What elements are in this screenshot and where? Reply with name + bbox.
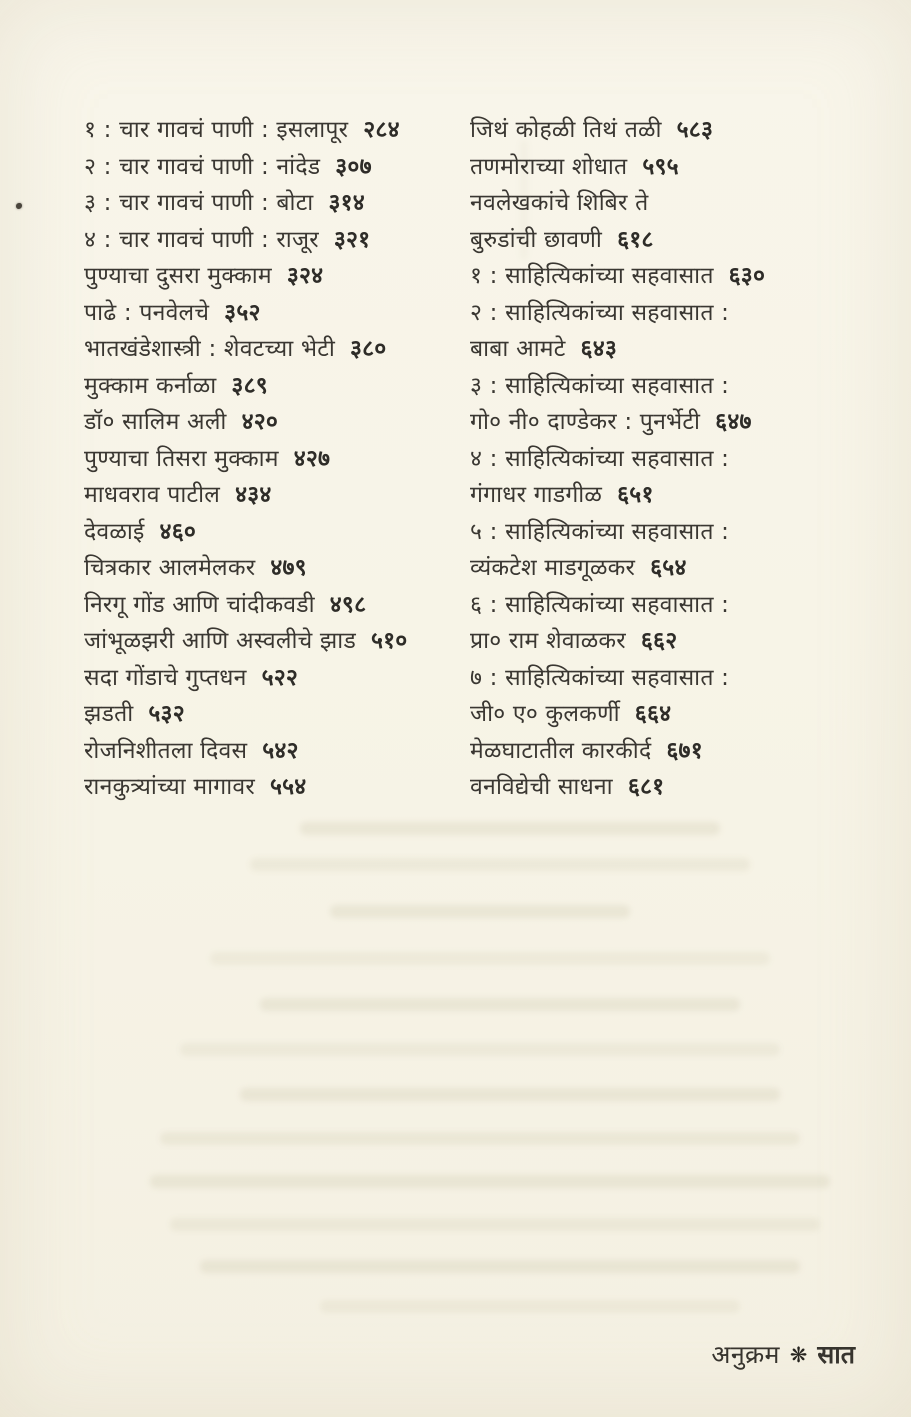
toc-entry-title: रानकुत्र्यांच्या मागावर: [84, 774, 255, 800]
toc-entry-title: तणमोराच्या शोधात: [470, 153, 628, 180]
toc-entry-title: मेळघाटातील कारकीर्द: [470, 737, 652, 764]
toc-entry-page-number: ४३४: [235, 482, 272, 508]
toc-entry: [470, 733, 874, 770]
toc-entry-page-number: ६६२: [640, 628, 678, 654]
toc-entry-title: प्रा० राम शेवाळकर: [470, 628, 626, 654]
toc-entry-page-number: ५३२: [148, 701, 185, 727]
toc-entry-page-number: ४६०: [159, 518, 197, 545]
toc-entry: [84, 587, 470, 624]
toc-entry: [84, 660, 470, 697]
toc-entry-page-number: ५१०: [370, 628, 408, 654]
toc-entry-title: पुण्याचा दुसरा मुक्काम: [84, 263, 272, 289]
toc-right-column: [470, 112, 874, 806]
toc-entry: [470, 514, 874, 551]
toc-entry-title: ७ : साहित्यिकांच्या सहवासात :: [470, 664, 730, 691]
toc-entry-title: सदा गोंडाचे गुप्तधन: [84, 664, 247, 691]
toc-entry: [470, 258, 874, 295]
toc-entry-page-number: ५२२: [261, 664, 299, 691]
toc-entry: [84, 331, 470, 368]
footer-page-number-word: सात: [817, 1340, 855, 1369]
toc-entry-title: गो० नी० दाण्डेकर : पुनर्भेटी: [470, 409, 701, 435]
toc-entry-title: १ : साहित्यिकांच्या सहवासात: [470, 263, 714, 289]
toc-entry-title: निरगू गोंड आणि चांदीकवडी: [84, 591, 315, 618]
toc-entry-page-number: ३५२: [224, 299, 261, 326]
toc-entry: [470, 185, 874, 222]
toc-entry-title: १ : चार गावचं पाणी : इसलापूर: [84, 117, 349, 143]
toc-entry: [84, 623, 470, 660]
toc-entry: [84, 112, 470, 149]
toc-entry-page-number: ४२७: [293, 445, 331, 472]
toc-entry-title: २ : चार गावचं पाणी : नांदेड: [84, 153, 321, 180]
toc-entry: [84, 477, 470, 514]
toc-entry: [84, 222, 470, 259]
toc-entry-page-number: ३१४: [328, 190, 365, 216]
toc-entry-title: २ : साहित्यिकांच्या सहवासात :: [470, 299, 730, 326]
toc-left-column: [84, 112, 470, 806]
toc-entry-title: बुरुडांची छावणी: [470, 226, 603, 253]
toc-entry: [470, 295, 874, 332]
toc-entry-page-number: ५४२: [262, 737, 299, 764]
page-footer: [711, 1338, 855, 1373]
toc-entry: [84, 295, 470, 332]
toc-entry: [470, 587, 874, 624]
toc-entry-title: ६ : साहित्यिकांच्या सहवासात :: [470, 591, 730, 618]
table-of-contents: [84, 112, 874, 806]
toc-entry: [84, 441, 470, 478]
toc-entry: [84, 733, 470, 770]
toc-entry: [84, 514, 470, 551]
toc-entry: [470, 441, 874, 478]
toc-entry-title: बाबा आमटे: [470, 336, 566, 362]
toc-entry-page-number: ४२०: [241, 409, 279, 435]
toc-entry: [470, 404, 874, 441]
toc-entry-page-number: ५९५: [642, 153, 679, 180]
toc-entry-page-number: ४७९: [270, 555, 307, 581]
toc-entry: [470, 477, 874, 514]
ink-speck: [16, 203, 22, 209]
toc-entry: [470, 623, 874, 660]
toc-entry-title: ५ : साहित्यिकांच्या सहवासात :: [470, 518, 730, 545]
toc-entry-title: पुण्याचा तिसरा मुक्काम: [84, 445, 279, 472]
toc-entry: [84, 368, 470, 405]
toc-entry-title: रोजनिशीतला दिवस: [84, 737, 248, 764]
toc-entry-title: जांभूळझरी आणि अस्वलीचे झाड: [84, 628, 356, 654]
toc-entry: [470, 112, 874, 149]
toc-entry-page-number: ६३०: [728, 263, 766, 289]
toc-entry-page-number: ३२४: [286, 263, 324, 289]
toc-entry-title: व्यंकटेश माडगूळकर: [470, 555, 636, 581]
flower-ornament-icon: ❋: [789, 1343, 808, 1367]
toc-entry-title: जी० ए० कुलकर्णी: [470, 701, 620, 727]
toc-entry-title: वनविद्येची साधना: [470, 774, 613, 800]
toc-entry: [470, 769, 874, 806]
toc-entry: [470, 368, 874, 405]
toc-entry-page-number: ५८३: [676, 117, 714, 143]
toc-entry: [84, 185, 470, 222]
toc-entry-title: ३ : साहित्यिकांच्या सहवासात :: [470, 372, 730, 399]
toc-entry: [470, 222, 874, 259]
toc-entry-page-number: ६८१: [627, 774, 665, 800]
toc-entry: [470, 660, 874, 697]
toc-entry-title: भातखंडेशास्त्री : शेवटच्या भेटी: [84, 336, 335, 362]
toc-entry-title: देवळाई: [84, 518, 145, 545]
toc-entry-page-number: ३०७: [335, 153, 372, 180]
toc-entry: [470, 550, 874, 587]
toc-entry-page-number: ६४३: [580, 336, 618, 362]
toc-entry-page-number: ६१८: [617, 226, 654, 253]
toc-entry-page-number: ६५१: [617, 482, 654, 508]
toc-entry-page-number: ३२१: [333, 226, 371, 253]
footer-section-label: अनुक्रम: [711, 1340, 780, 1369]
toc-entry: [84, 404, 470, 441]
toc-entry-page-number: ५५४: [269, 774, 307, 800]
toc-entry-page-number: २८४: [363, 117, 400, 143]
toc-entry-title: मुक्काम कर्नाळा: [84, 372, 217, 399]
toc-entry-title: गंगाधर गाडगीळ: [470, 482, 603, 508]
toc-entry: [470, 696, 874, 733]
toc-entry-title: जिथं कोहळी तिथं तळी: [470, 117, 662, 143]
toc-entry-title: चित्रकार आलमेलकर: [84, 555, 256, 581]
toc-entry-page-number: ३८०: [349, 336, 387, 362]
toc-entry-title: ४ : साहित्यिकांच्या सहवासात :: [470, 445, 730, 472]
toc-entry-page-number: ३८९: [231, 372, 268, 399]
toc-entry: [84, 149, 470, 186]
toc-entry-title: डॉ० सालिम अली: [84, 409, 227, 435]
toc-entry-page-number: ४९८: [329, 591, 367, 618]
toc-entry: [84, 550, 470, 587]
toc-entry-title: झडती: [84, 701, 134, 727]
toc-entry: [84, 769, 470, 806]
toc-entry-page-number: ६४७: [715, 409, 752, 435]
toc-entry-title: माधवराव पाटील: [84, 482, 221, 508]
toc-entry-page-number: ६७१: [666, 737, 703, 764]
toc-entry: [470, 331, 874, 368]
toc-entry: [84, 696, 470, 733]
toc-entry-page-number: ६५४: [650, 555, 687, 581]
toc-entry-page-number: ६६४: [634, 701, 672, 727]
toc-entry-title: पाढे : पनवेलचे: [84, 299, 210, 326]
toc-entry-title: ४ : चार गावचं पाणी : राजूर: [84, 226, 319, 253]
toc-entry: [84, 258, 470, 295]
toc-entry: [470, 149, 874, 186]
toc-entry-title: नवलेखकांचे शिबिर ते: [470, 190, 649, 216]
toc-entry-title: ३ : चार गावचं पाणी : बोटा: [84, 190, 314, 216]
